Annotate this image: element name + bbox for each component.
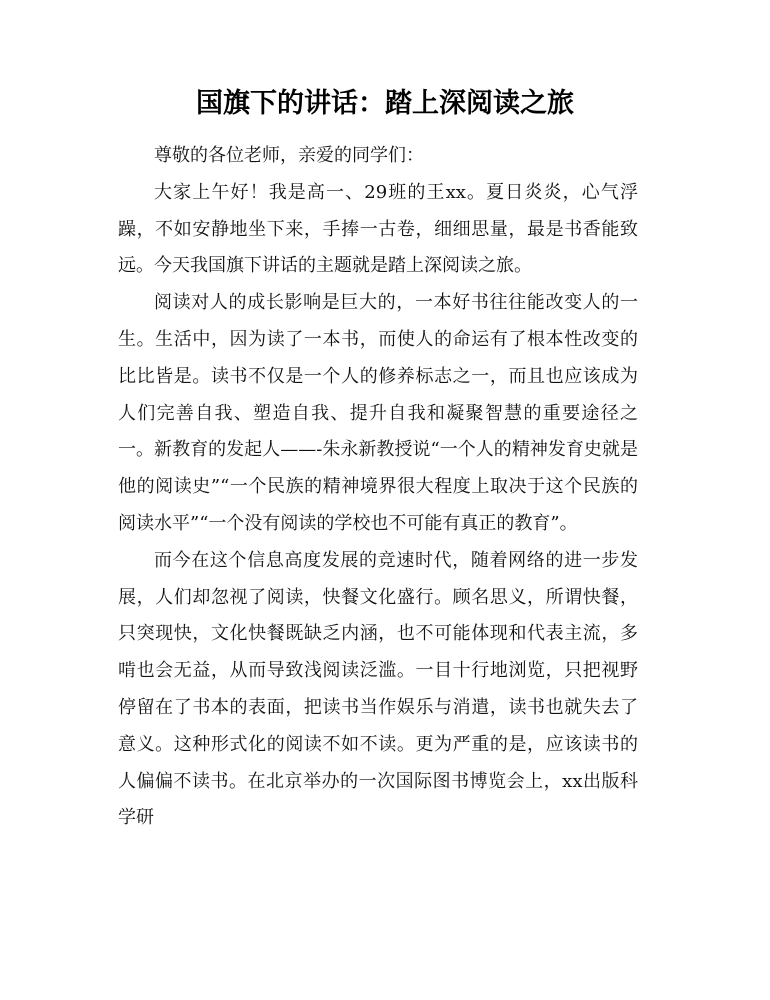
greeting-paragraph: 大家上午好！我是高一、29班的王xx。夏日炎炎，心气浮躁，不如安静地坐下来，手捧一古卷，细细思量，最是书香能致远。今天我国旗下讲话的主题就是踏上深阅读之旅。 xyxy=(118,181,638,277)
document-body xyxy=(118,138,638,837)
document-title: 国旗下的讲话：踏上深阅读之旅 xyxy=(196,88,574,119)
reading-impact-paragraph: 阅读对人的成长影响是巨大的，一本好书往往能改变人的一生。生活中，因为读了一本书，而使人的命运有了根本性改变的比比皆是。读书不仅是一个人的修养标志之一，而且也应该成为人们完善自我、塑造自我、提升自我和凝聚智慧的重要途径之一。新教育的发起人——-朱永新教授说“一个人的精神发育史就是他的阅读史”“一个民族的精神境界很大程度上取决于这个民族的阅读水平”“一个没有阅读的学校也不可能有真正的教育”。 xyxy=(118,292,638,534)
salutation-paragraph: 尊敬的各位老师，亲爱的同学们： xyxy=(154,145,424,166)
fast-food-culture-paragraph: 而今在这个信息高度发展的竞速时代，随着网络的进一步发展，人们却忽视了阅读，快餐文化盛行。顾名思义，所谓快餐，只突现快，文化快餐既缺乏内涵，也不可能体现和代表主流，多啃也会无益，从而导致浅阅读泛滥。一目十行地浏览，只把视野停留在了书本的表面，把读书当作娱乐与消遣，读书也就失去了意义。这种形式化的阅读不如不读。更为严重的是，应该读书的人偏偏不读书。在北京举办的一次国际图书博览会上，xx出版科学研 xyxy=(118,549,638,829)
